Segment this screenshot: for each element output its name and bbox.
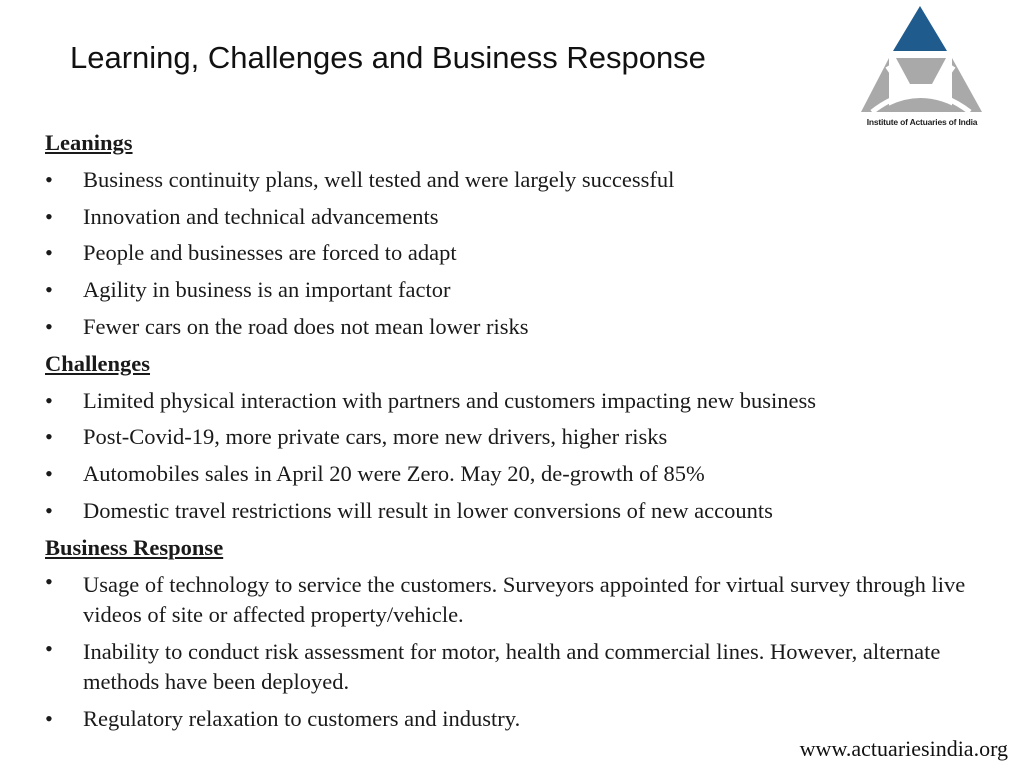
section-heading-leanings: Leanings	[45, 130, 133, 155]
logo-caption: Institute of Actuaries of India	[866, 117, 978, 127]
bullet-icon: •	[45, 277, 53, 303]
list-item: • Limited physical interaction with partners and customers impacting new business	[45, 383, 985, 420]
bullet-icon: •	[45, 497, 53, 523]
list-item: • Regulatory relaxation to customers and industry.	[45, 701, 985, 738]
institute-logo	[852, 4, 992, 132]
list-item: • Inability to conduct risk assessment for motor, health and commercial lines. However, alternate methods have been deployed.	[45, 635, 941, 695]
list-item: • Usage of technology to service the customers. Surveyors appointed for virtual survey through live videos of site or affected property/vehicle.	[45, 568, 966, 628]
footer-url[interactable]: www.actuariesindia.org	[799, 736, 1008, 761]
business-response-list	[45, 567, 985, 738]
bullet-icon: •	[45, 166, 53, 192]
bullet-icon: •	[45, 705, 53, 731]
section-heading-business-response: Business Response	[45, 534, 224, 560]
slide-title: Learning, Challenges and Business Response	[70, 40, 706, 75]
list-item: • Business continuity plans, well tested and were largely successful	[45, 162, 985, 199]
bullet-icon: •	[45, 568, 53, 594]
list-item: • Post-Covid-19, more private cars, more new drivers, higher risks	[45, 419, 985, 456]
list-item: • Automobiles sales in April 20 were Zero. May 20, de-growth of 85%	[45, 456, 985, 493]
logo-triangle-icon	[852, 4, 992, 116]
list-item: • Fewer cars on the road does not mean lower risks	[45, 309, 985, 346]
list-item: • Domestic travel restrictions will result in lower conversions of new accounts	[45, 493, 985, 530]
list-item: • Innovation and technical advancements	[45, 199, 985, 236]
list-item: • People and businesses are forced to adapt	[45, 235, 985, 272]
list-item: • Agility in business is an important factor	[45, 272, 985, 309]
bullet-icon: •	[45, 240, 53, 266]
challenges-list	[45, 383, 985, 530]
bullet-icon: •	[45, 424, 53, 450]
leanings-list	[45, 162, 985, 346]
bullet-icon: •	[45, 461, 53, 487]
bullet-icon: •	[45, 387, 53, 413]
bullet-icon: •	[45, 203, 53, 229]
bullet-icon: •	[45, 635, 53, 661]
section-heading-challenges: Challenges	[45, 350, 151, 376]
bullet-icon: •	[45, 313, 53, 339]
slide-content	[45, 125, 985, 737]
